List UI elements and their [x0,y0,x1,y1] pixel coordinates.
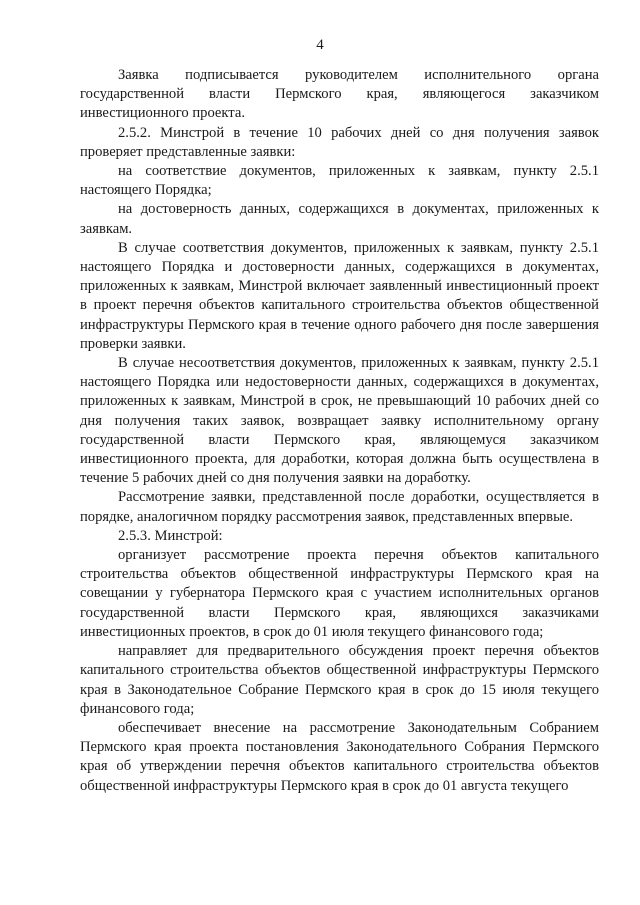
paragraph-revised-application: Рассмотрение заявки, представленной после доработки, осуществляется в порядке, аналогичном порядку рассмотрения заявок, представленных впервые. [80,489,599,525]
paragraph-clause-2-5-3: 2.5.3. Минстрой: [118,527,223,544]
paragraph-application-return: В случае несоответствия документов, приложенных к заявкам, пункту 2.5.1 настоящего Порядка или недостоверности данных, содержащихся в документах, приложенных к заявкам, Минстрой в срок, не превышающий 10 рабочих дней со дня получения таких заявок, возвращает заявку исполнительному органу государственной власти Пермского края, являющемуся заказчиком инвестиционного проекта, для доработки, которая должна быть осуществлена в течение 5 рабочих дней со дня получения заявки на доработку. [80,355,599,487]
document-body [80,66,599,796]
paragraph-data-reliability-check: на достоверность данных, содержащихся в документах, приложенных к заявкам. [80,201,599,237]
paragraph-application-signing: Заявка подписывается руководителем исполнительного органа государственной власти Пермского края, являющегося заказчиком инвестиционного проекта. [80,67,599,122]
paragraph-compliance-check: на соответствие документов, приложенных к заявкам, пункту 2.5.1 настоящего Порядка; [80,163,599,199]
paragraph-project-inclusion: В случае соответствия документов, приложенных к заявкам, пункту 2.5.1 настоящего Порядка и достоверности данных, содержащихся в документах, приложенных к заявкам, Минстрой включает заявленный инвестиционный проект в проект перечня объектов капитального строительства объектов общественной инфраструктуры Пермского края в течение одного рабочего дня после завершения проверки заявки. [80,239,599,352]
paragraph-resolution-submission: обеспечивает внесение на рассмотрение Законодательным Собранием Пермского края проекта постановления Законодательного Собрания Пермского края об утверждении перечня объектов капитального строительства объектов общественной инфраструктуры Пермского края в срок до 01 августа текущего [80,719,599,794]
paragraph-governor-meeting: организует рассмотрение проекта перечня объектов капитального строительства объектов общественной инфраструктуры Пермского края на совещании у губернатора Пермского края с участием исполнительных органов государственной власти Пермского края, являющихся заказчиками инвестиционных проектов, в срок до 01 июля текущего финансового года; [80,547,599,640]
paragraph-clause-2-5-2: 2.5.2. Минстрой в течение 10 рабочих дней со дня получения заявок проверяет представленные заявки: [80,124,599,160]
page-number: 4 [316,37,324,53]
paragraph-legislative-submission: направляет для предварительного обсуждения проект перечня объектов капитального строительства объектов общественной инфраструктуры Пермского края в Законодательное Собрание Пермского края в срок до 15 июля текущего финансового года; [80,643,599,717]
